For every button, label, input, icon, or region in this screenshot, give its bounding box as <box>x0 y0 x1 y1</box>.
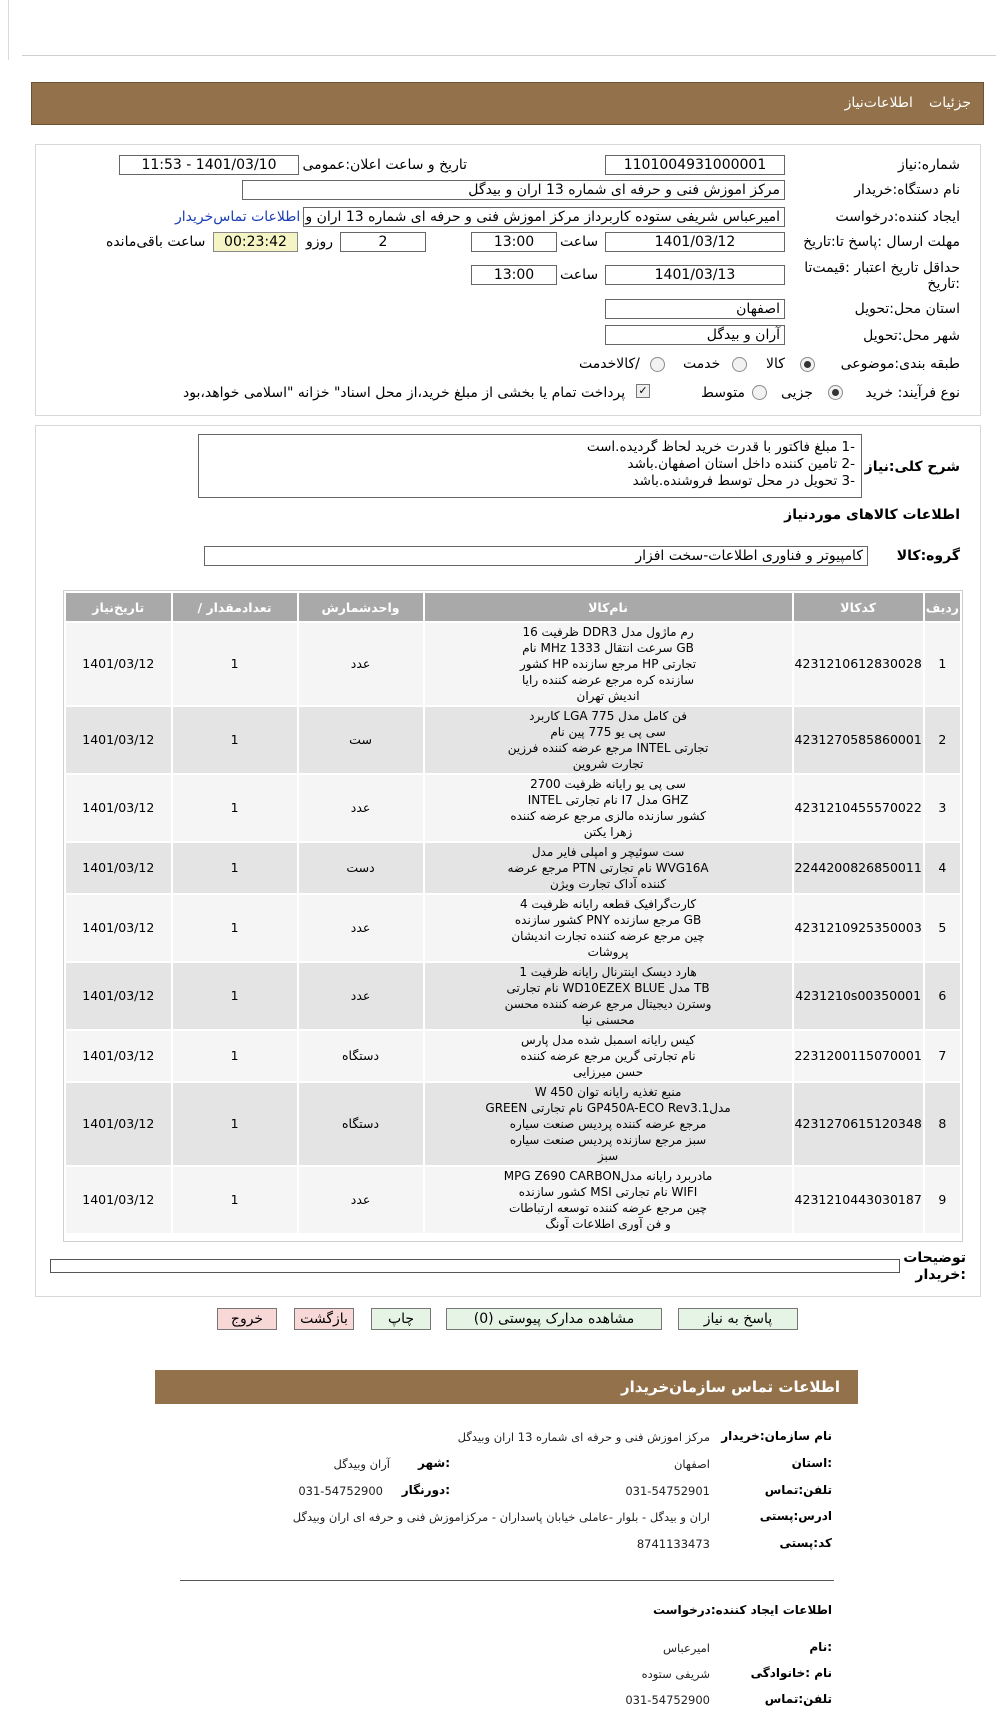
item-name-cell <box>424 1082 793 1166</box>
item-name-line: سبز مرجع سازنده پردیس صنعت سیاره <box>509 1133 707 1147</box>
item-name-line: ست سوئیچر و امپلی فایر مدل <box>531 845 685 859</box>
row-number-cell: 7 <box>924 1030 961 1082</box>
process-minor-radio[interactable] <box>828 385 843 400</box>
items-table-body <box>65 622 961 1234</box>
description-line-3: -3 تحویل در محل توسط فروشنده.باشد <box>632 473 855 489</box>
print-button[interactable]: چاپ <box>371 1308 431 1330</box>
item-name-line: وسترن دیجیتال مرجع عرضه کننده محسن <box>504 997 712 1011</box>
item-name-line: پروشات <box>587 945 629 959</box>
item-code-cell: 4231270615120348 <box>793 1082 924 1166</box>
category-service-label: خدمت <box>683 356 721 372</box>
validity-time-label: ساعت <box>560 267 599 283</box>
need-date-cell: 1401/03/12 <box>65 894 172 962</box>
province-field[interactable]: اصفهان <box>605 299 785 319</box>
validity-time-field[interactable]: 13:00 <box>471 265 557 285</box>
item-code-cell: 4231210s00350001 <box>793 962 924 1030</box>
postal-label: کد:پستی <box>779 1536 832 1550</box>
row-number-cell: 9 <box>924 1166 961 1234</box>
table-row <box>65 962 961 1030</box>
city-field[interactable]: آران و بیدگل <box>605 325 785 345</box>
need-date-cell: 1401/03/12 <box>65 962 172 1030</box>
days-label: روزو <box>306 234 334 250</box>
category-label: طبقه بندی:موضوعی <box>840 356 960 372</box>
creator-family-label: نام :خانوادگی <box>750 1666 832 1680</box>
item-name-line: چین مرجع عرضه کننده تجارت اندیشان <box>511 929 705 943</box>
col-header-qty: تعدادمقدار / <box>172 592 298 622</box>
table-row <box>65 1030 961 1082</box>
description-line-2: -2 تامین کننده داخل استان اصفهان.باشد <box>627 456 855 472</box>
validity-label-1: حداقل تاریخ اعتبار :قیمت‌تا <box>804 260 960 276</box>
col-header-code: کدکالا <box>793 592 924 622</box>
item-name-line: و فن آوری اطلاعات آونگ <box>545 1217 671 1231</box>
org-label: نام سازمان:خریدار <box>721 1429 832 1443</box>
province-label: استان محل:تحویل <box>854 301 960 317</box>
deadline-time-label: ساعت <box>560 234 599 250</box>
item-name-line: تجارتی HP مرجع سازنده HP کشور <box>519 657 697 671</box>
item-name-line: مدلGP450A-ECO Rev3.1 نام تجارتی GREEN <box>485 1101 731 1115</box>
quantity-cell: 1 <box>172 962 298 1030</box>
item-name-line: GB سرعت انتقال 1333 MHz نام <box>522 641 694 655</box>
process-label: نوع فرآیند: خرید <box>865 385 960 401</box>
category-goods-label: کالا <box>766 356 785 372</box>
top-divider <box>22 55 996 56</box>
item-name-line: منبع تغذیه رایانه توان 450 W <box>534 1085 682 1099</box>
treasury-payment-checkbox[interactable]: ✓ <box>636 384 650 398</box>
quantity-cell: 1 <box>172 1166 298 1234</box>
creator-name-label: :نام <box>809 1640 832 1654</box>
items-table <box>64 591 962 1235</box>
item-name-line: سازنده کره مرجع عرضه کننده رایا <box>522 673 695 687</box>
quantity-cell: 1 <box>172 842 298 894</box>
item-name-line: نام تجارتی گرین مرجع عرضه کننده <box>520 1049 696 1063</box>
validity-label-2: :تاریخ <box>927 276 960 292</box>
address-label: ادرس:پستی <box>759 1509 832 1523</box>
table-row <box>65 774 961 842</box>
item-name-cell <box>424 842 793 894</box>
row-number-cell: 1 <box>924 622 961 706</box>
item-name-line: WIFI نام تجارتی MSI کشور سازنده <box>518 1185 698 1199</box>
row-number-cell: 3 <box>924 774 961 842</box>
unit-cell: ست <box>298 706 424 774</box>
need-number-field[interactable]: 1101004931000001 <box>605 155 785 175</box>
creator-info-title: اطلاعات ایجاد کننده:درخواست <box>652 1603 832 1617</box>
deadline-date-field[interactable]: 1401/03/12 <box>605 232 785 252</box>
deadline-time-field[interactable]: 13:00 <box>471 232 557 252</box>
goods-group-field[interactable]: کامپیوتر و فناوری اطلاعات-سخت افزار <box>204 546 868 566</box>
buyer-notes-field[interactable] <box>50 1259 900 1273</box>
unit-cell: دستگاه <box>298 1082 424 1166</box>
treasury-payment-text: پرداخت تمام یا بخشی از مبلغ خرید،از محل اسناد" خزانه "اسلامی خواهد،بود <box>183 385 626 401</box>
announce-field[interactable]: 1401/03/10 - 11:53 <box>119 155 299 175</box>
need-date-cell: 1401/03/12 <box>65 622 172 706</box>
contact-phone-label: تلفن:تماس <box>764 1483 832 1497</box>
city-label: شهر محل:تحویل <box>863 328 960 344</box>
unit-cell: دستگاه <box>298 1030 424 1082</box>
goods-group-label: گروه:کالا <box>896 548 960 564</box>
quantity-cell: 1 <box>172 774 298 842</box>
item-name-line: رم ماژول مدل DDR3 ظرفیت 16 <box>522 625 694 639</box>
quantity-cell: 1 <box>172 1082 298 1166</box>
contact-city-label: :شهر <box>418 1456 450 1470</box>
address-value: اران و بیدگل - بلوار -عاملی خیابان پاسداران - مرکزاموزش فنی و حرفه ای اران وبیدگل <box>292 1510 710 1524</box>
item-name-line: چین مرجع عرضه کننده توسعه ارتباطات <box>508 1201 708 1215</box>
creator-label: ایجاد کننده:درخواست <box>835 209 960 225</box>
item-name-line: زهرا یکتن <box>583 825 633 839</box>
item-name-line: GHZ مدل I7 نام تجارتی INTEL <box>527 793 689 807</box>
item-name-line: هارد دیسک اینترنال رایانه ظرفیت 1 <box>519 965 697 979</box>
need-date-cell: 1401/03/12 <box>65 1030 172 1082</box>
need-date-cell: 1401/03/12 <box>65 842 172 894</box>
description-box <box>198 434 862 498</box>
reply-button[interactable]: پاسخ به نیاز <box>678 1308 798 1330</box>
creator-field[interactable]: امیرعباس شریفی ستوده کاربرداز مرکز اموزش فنی و حرفه ای شماره 13 اران و <box>303 207 785 227</box>
col-header-unit: واحدشمارش <box>298 592 424 622</box>
item-name-line: مرجع عرضه کننده پردیس صنعت سیاره <box>509 1117 707 1131</box>
item-name-line: کننده آداک تجارت ویژن <box>549 877 667 891</box>
quantity-cell: 1 <box>172 622 298 706</box>
item-name-line: کیس رایانه اسمبل شده مدل پارس <box>520 1033 696 1047</box>
process-medium-radio[interactable] <box>752 385 767 400</box>
description-label: شرح کلی:نیاز <box>864 459 960 475</box>
item-name-line: اندیش تهران <box>576 689 640 703</box>
col-header-row: ردیف <box>924 592 961 622</box>
row-number-cell: 5 <box>924 894 961 962</box>
unit-cell: دست <box>298 842 424 894</box>
item-name-cell <box>424 774 793 842</box>
exit-button[interactable]: خروج <box>217 1308 277 1330</box>
table-row <box>65 706 961 774</box>
item-name-line: محسنی نیا <box>581 1013 635 1027</box>
item-code-cell: 4231270585860001 <box>793 706 924 774</box>
row-number-cell: 6 <box>924 962 961 1030</box>
goods-section-title: اطلاعات کالاهای موردنیاز <box>784 507 960 523</box>
creator-family-value: شریفی ستوده <box>641 1667 710 1681</box>
item-name-cell <box>424 622 793 706</box>
deadline-label: مهلت ارسال :پاسخ تا:تاریخ <box>803 234 960 250</box>
category-service-radio[interactable] <box>732 357 747 372</box>
row-number-cell: 8 <box>924 1082 961 1166</box>
description-line-1: -1 مبلغ فاکتور با قدرت خرید لحاظ گردیده.است <box>586 439 855 455</box>
process-medium-label: متوسط <box>701 385 745 401</box>
contact-city-value: آران وبیدگل <box>333 1457 390 1471</box>
col-header-date: تاریخ‌نیاز <box>65 592 172 622</box>
item-code-cell: 4231210455570022 <box>793 774 924 842</box>
item-name-line: کارت‌گرافیک قطعه رایانه ظرفیت 4 <box>519 897 697 911</box>
category-goods-radio[interactable] <box>800 357 815 372</box>
table-row <box>65 1166 961 1234</box>
category-goods-service-label: /کالاخدمت <box>579 356 640 372</box>
item-name-cell <box>424 962 793 1030</box>
item-name-line: سی پی یو رایانه ظرفیت 2700 <box>530 777 686 791</box>
item-name-cell <box>424 706 793 774</box>
contact-fax-label: :دورنگار <box>401 1483 450 1497</box>
quantity-cell: 1 <box>172 706 298 774</box>
tab-details[interactable]: جزئیات <box>929 95 971 111</box>
item-name-cell <box>424 1166 793 1234</box>
item-name-line: WVG16A نام تجارتی PTN مرجع عرضه <box>507 861 709 875</box>
col-header-name: نام‌کالا <box>424 592 793 622</box>
item-name-cell <box>424 1030 793 1082</box>
item-name-line: سی پی یو 775 پین نام <box>550 725 666 739</box>
quantity-cell: 1 <box>172 894 298 962</box>
need-date-cell: 1401/03/12 <box>65 1166 172 1234</box>
contact-title: اطلاعات تماس سازمان‌خریدار <box>620 1378 840 1396</box>
process-minor-label: جزیی <box>781 385 813 401</box>
unit-cell: عدد <box>298 622 424 706</box>
item-name-line: فن کامل مدل 775 LGA کاربرد <box>529 709 687 723</box>
validity-date-field[interactable]: 1401/03/13 <box>605 265 785 285</box>
days-field[interactable]: 2 <box>340 232 426 252</box>
attachments-button[interactable]: مشاهده مدارک پیوستی (0) <box>446 1308 662 1330</box>
remaining-label: ساعت باقی‌مانده <box>106 234 206 250</box>
buyer-contact-link[interactable]: اطلاعات تماس‌خریدار <box>175 209 301 225</box>
item-name-line: کشور سازنده مالزی مرجع عرضه کننده <box>510 809 706 823</box>
need-date-cell: 1401/03/12 <box>65 774 172 842</box>
item-name-line: حسن میرزایی <box>572 1065 644 1079</box>
org-value: مرکز اموزش فنی و حرفه ای شماره 13 اران وبیدگل <box>457 1430 710 1444</box>
unit-cell: عدد <box>298 774 424 842</box>
contact-divider <box>180 1580 834 1581</box>
need-date-cell: 1401/03/12 <box>65 1082 172 1166</box>
item-name-line: سبز <box>597 1149 619 1163</box>
buyer-label: نام دستگاه:خریدار <box>854 182 960 198</box>
creator-name-value: امیرعباس <box>662 1641 710 1655</box>
item-code-cell: 2231200115070001 <box>793 1030 924 1082</box>
item-name-line: تجارت شروین <box>572 757 644 771</box>
item-name-line: GB مرجع سازنده PNY کشور سازنده <box>514 913 702 927</box>
need-date-cell: 1401/03/12 <box>65 706 172 774</box>
creator-phone-value: 031-54752900 <box>625 1693 710 1707</box>
item-name-cell <box>424 894 793 962</box>
contact-fax-value: 031-54752900 <box>298 1484 383 1498</box>
table-row <box>65 1082 961 1166</box>
item-code-cell: 4231210612830028 <box>793 622 924 706</box>
creator-phone-label: تلفن:تماس <box>764 1692 832 1706</box>
back-button[interactable]: بازگشت <box>294 1308 354 1330</box>
item-code-cell: 4231210443030187 <box>793 1166 924 1234</box>
table-row <box>65 894 961 962</box>
contact-province-value: اصفهان <box>673 1457 710 1471</box>
table-row <box>65 842 961 894</box>
buyer-field[interactable]: مرکز اموزش فنی و حرفه ای شماره 13 اران و بیدگل <box>242 180 785 200</box>
unit-cell: عدد <box>298 1166 424 1234</box>
contact-header-bar <box>155 1370 858 1404</box>
unit-cell: عدد <box>298 962 424 1030</box>
items-table-frame <box>63 590 963 1242</box>
tab-need-info[interactable]: اطلاعات‌نیاز <box>844 95 913 111</box>
item-code-cell: 4231210925350003 <box>793 894 924 962</box>
contact-province-label: :استان <box>791 1456 832 1470</box>
row-number-cell: 2 <box>924 706 961 774</box>
buyer-notes-label: توضیحات :خریدار <box>903 1250 966 1283</box>
unit-cell: عدد <box>298 894 424 962</box>
table-row <box>65 622 961 706</box>
row-number-cell: 4 <box>924 842 961 894</box>
postal-value: 8741133473 <box>636 1537 710 1551</box>
page-header-bar <box>31 82 984 125</box>
announce-label: تاریخ و ساعت اعلان:عمومی <box>302 157 467 173</box>
remaining-timer: 00:23:42 <box>213 232 298 252</box>
quantity-cell: 1 <box>172 1030 298 1082</box>
need-number-label: شماره:نیاز <box>897 157 960 173</box>
category-goods-service-radio[interactable] <box>650 357 665 372</box>
item-code-cell: 2244200826850011 <box>793 842 924 894</box>
left-border-line <box>8 0 9 60</box>
item-name-line: تجارتی INTEL مرجع عرضه کننده فرزین <box>507 741 709 755</box>
item-name-line: مادربرد رایانه مدلMPG Z690 CARBON <box>503 1169 713 1183</box>
item-name-line: TB مدل WD10EZEX BLUE نام تجارتی <box>506 981 710 995</box>
contact-phone-value: 031-54752901 <box>625 1484 710 1498</box>
